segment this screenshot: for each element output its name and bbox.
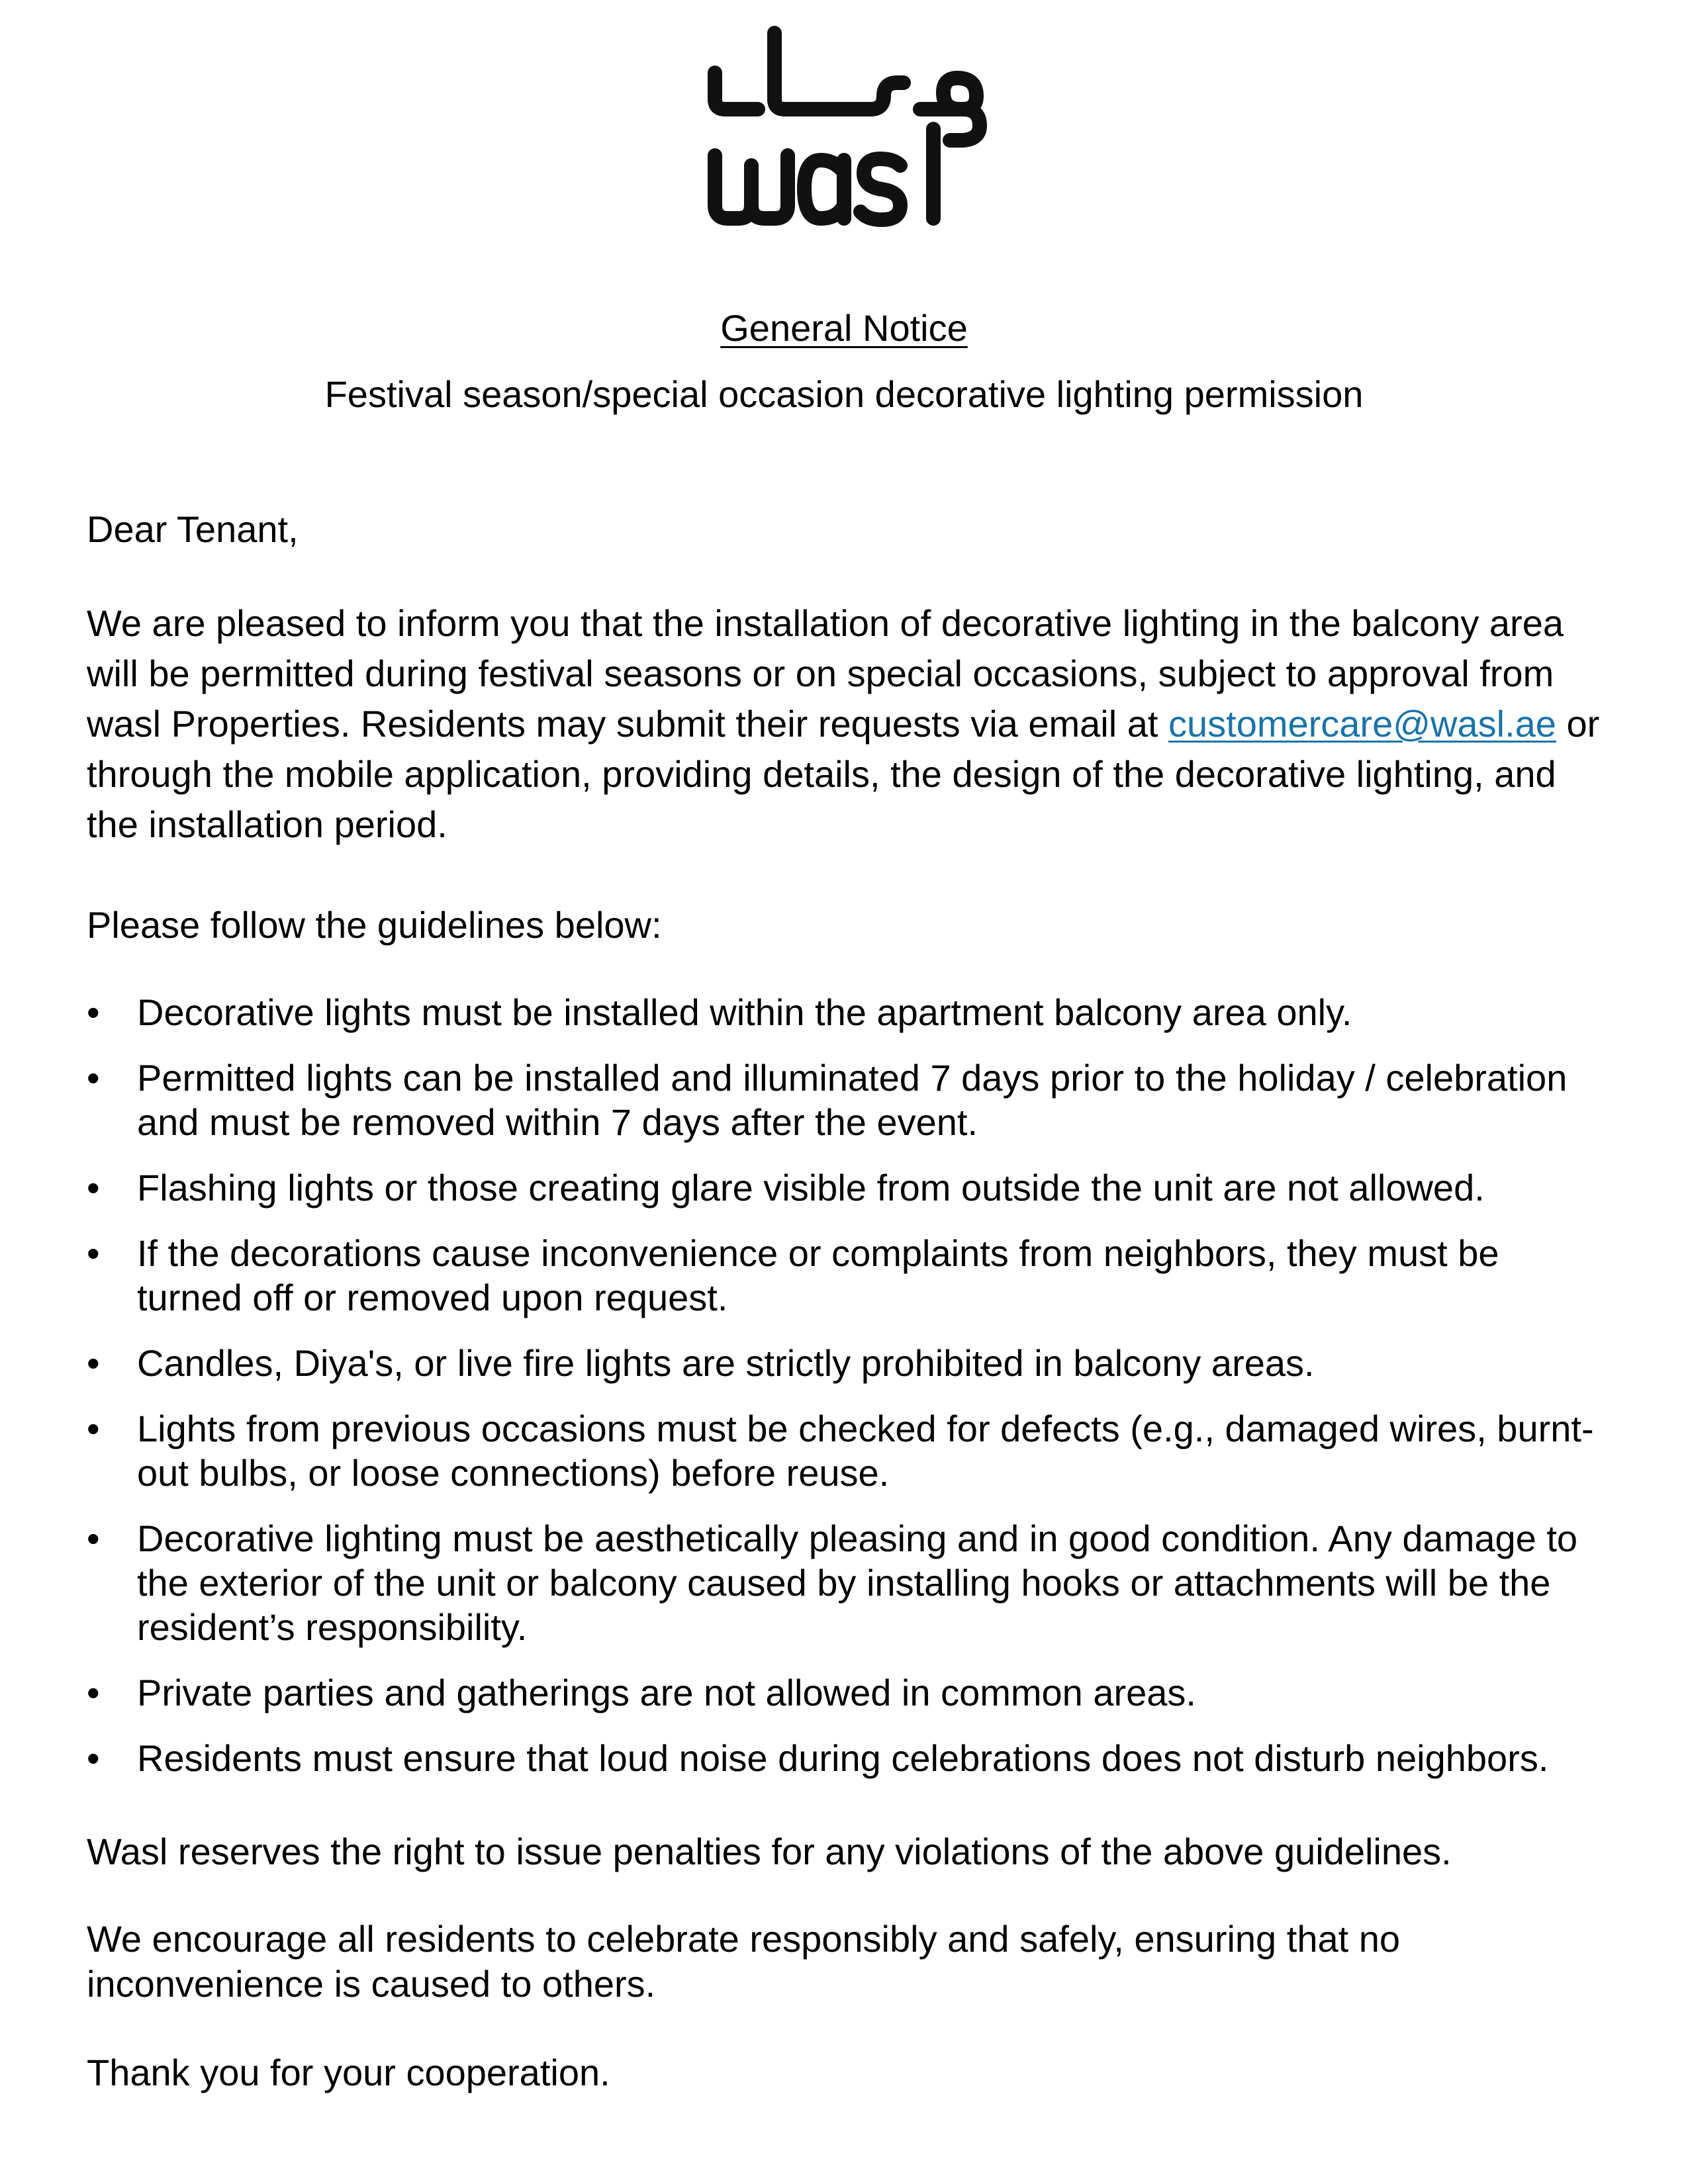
bullet: • [87,1737,100,1779]
guideline-item [87,1736,1609,1780]
intro-paragraph [87,598,1609,850]
guideline-text: Decorative lights must be installed within the apartment balcony area only. [137,991,1352,1033]
wasl-logo [702,20,993,232]
notice-subtitle: Festival season/special occasion decorative lighting permission [324,373,1364,415]
bullet: • [87,1057,100,1099]
guideline-text: Flashing lights or those creating glare visible from outside the unit are not allowed. [137,1167,1485,1208]
guideline-item [87,1231,1609,1320]
guideline-text: Candles, Diya's, or live fire lights are strictly prohibited in balcony areas. [137,1342,1315,1384]
bullet: • [87,1408,100,1449]
encourage-paragraph: We encourage all residents to celebrate responsibly and safely, ensuring that no inconvenience is caused to others. [87,1918,1401,2005]
guideline-text: If the decorations cause inconvenience or complaints from neighbors, they must be turned off or removed upon request. [137,1232,1499,1318]
guidelines-intro: Please follow the guidelines below: [87,904,662,946]
bullet: • [87,1672,100,1713]
guideline-item [87,1670,1609,1715]
guideline-text: Permitted lights can be installed and illuminated 7 days prior to the holiday / celebration and must be removed within 7 days after the event. [137,1057,1568,1143]
intro-text-after: or through the mobile application, providing details, the design of the decorative lighting, and the installation period. [87,703,1600,845]
bullet: • [87,1232,100,1274]
guideline-text: Decorative lighting must be aesthetically pleasing and in good condition. Any damage to the exterior of the unit or balcony caused by installing hooks or attachments will be the resident’s responsibility. [137,1518,1578,1648]
bullet: • [87,991,100,1033]
email-link[interactable]: customercare@wasl.ae [1168,703,1556,745]
guideline-item [87,1516,1609,1649]
intro-text-before: We are pleased to inform you that the installation of decorative lighting in the balcony area will be permitted during festival seasons or on special occasions, subject to approval from wasl Properties. Residents may submit their requests via email at [87,602,1564,745]
guideline-text: Private parties and gatherings are not allowed in common areas. [137,1672,1196,1713]
guideline-item [87,990,1609,1034]
guideline-text: Residents must ensure that loud noise during celebrations does not disturb neighbors. [137,1737,1549,1779]
guideline-text: Lights from previous occasions must be checked for defects (e.g., damaged wires, burnt-out bulbs, or loose connections) before reuse. [137,1408,1594,1494]
guideline-item [87,1165,1609,1210]
guideline-item [87,1341,1609,1385]
thanks-paragraph: Thank you for your cooperation. [87,2052,610,2093]
penalty-paragraph: Wasl reserves the right to issue penalties for any violations of the above guidelines. [87,1831,1452,1872]
guidelines-list [87,990,1609,1801]
bullet: • [87,1518,100,1559]
bullet: • [87,1342,100,1384]
notice-title: General Notice [720,307,968,349]
bullet: • [87,1167,100,1208]
guideline-item [87,1056,1609,1144]
guideline-item [87,1406,1609,1495]
greeting: Dear Tenant, [87,508,299,550]
